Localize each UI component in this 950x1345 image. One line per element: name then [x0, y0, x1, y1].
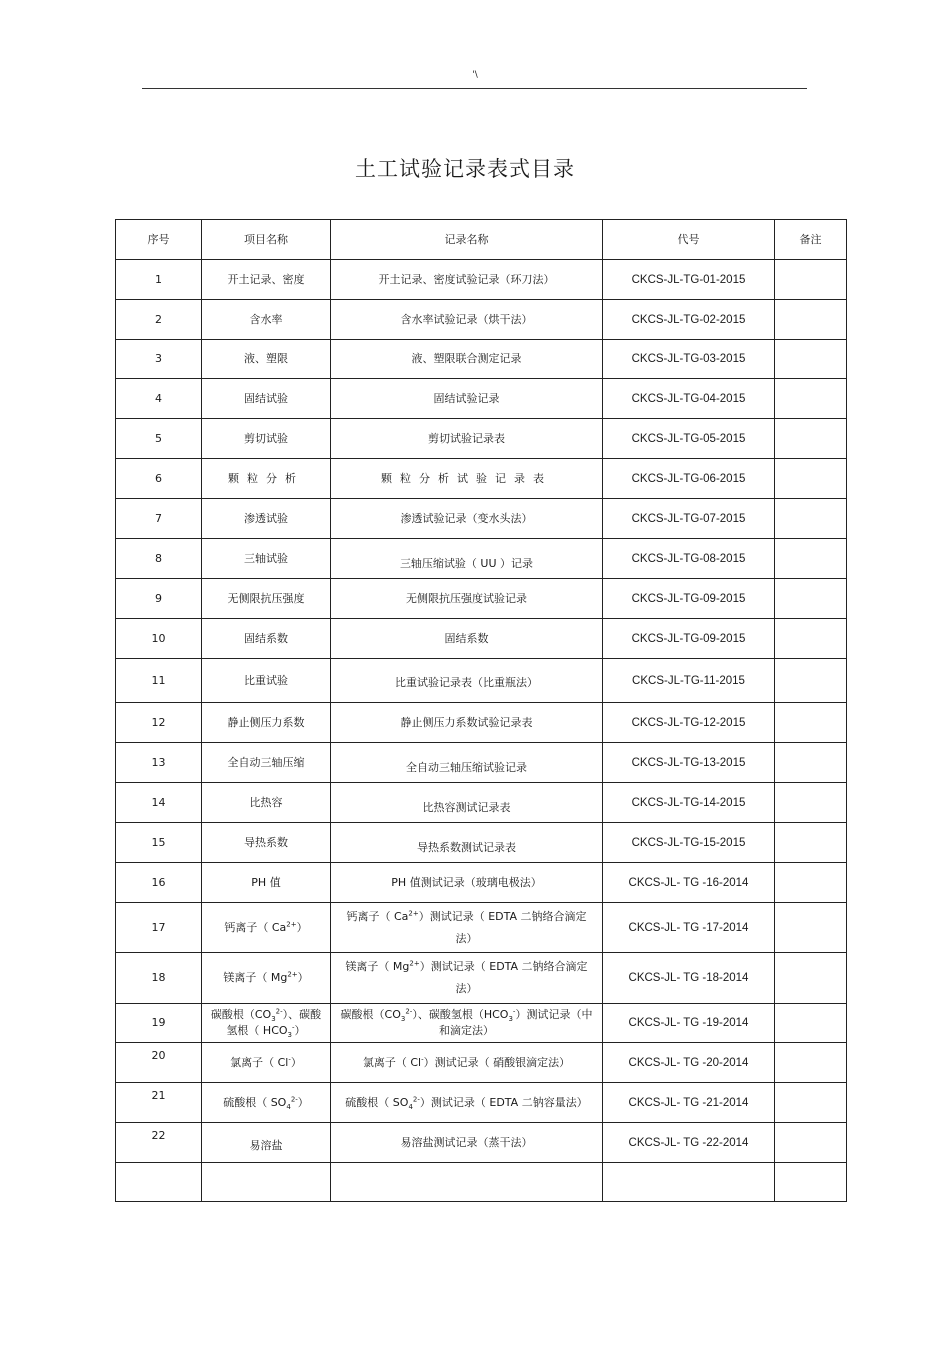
record-superscript: 2-: [412, 1094, 420, 1103]
cell-item: PH 值: [202, 863, 331, 903]
record-text-line2: 法）: [455, 931, 478, 945]
cell-item: 易溶盐: [202, 1123, 331, 1163]
table-row: [116, 459, 847, 499]
cell-no: 17: [116, 903, 202, 953]
item-text: 镁离子（ Mg: [223, 971, 288, 984]
cell-no: 4: [116, 379, 202, 419]
record-text: 硫酸根（ SO: [345, 1095, 409, 1109]
cell-item: [202, 1004, 331, 1043]
table-row: [116, 340, 847, 379]
item-superscript: 2+: [287, 970, 298, 979]
cell-record: 比重试验记录表（比重瓶法）: [331, 659, 603, 703]
cell-code: CKCS-JL- TG -18-2014: [603, 953, 775, 1004]
cell-record: [331, 1083, 603, 1123]
cell-code: CKCS-JL- TG -17-2014: [603, 903, 775, 953]
cell-code: CKCS-JL- TG -22-2014: [603, 1123, 775, 1163]
cell-no: 12: [116, 703, 202, 743]
record-superscript: 2+: [409, 959, 420, 968]
cell-no: [116, 1163, 202, 1202]
table-row-empty: [116, 1163, 847, 1202]
table-row: [116, 579, 847, 619]
cell-no: 7: [116, 499, 202, 539]
cell-record: 固结系数: [331, 619, 603, 659]
cell-item: [202, 1163, 331, 1202]
cell-no: 3: [116, 340, 202, 379]
item-text: ）: [297, 971, 309, 984]
table-row: [116, 1123, 847, 1163]
cell-record: 比热容测试记录表: [331, 783, 603, 823]
cell-remark: [775, 1123, 847, 1163]
table-row: [116, 823, 847, 863]
cell-item: 全自动三轴压缩: [202, 743, 331, 783]
cell-no: 14: [116, 783, 202, 823]
table-row: [116, 1083, 847, 1123]
record-text-line2: 法）: [455, 982, 478, 995]
cell-item: 三轴试验: [202, 539, 331, 579]
cell-code: CKCS-JL- TG -21-2014: [603, 1083, 775, 1123]
record-text: ）测试记录（ EDTA 二钠容量法）: [419, 1095, 588, 1109]
header-code: 代号: [603, 220, 775, 260]
cell-remark: [775, 863, 847, 903]
cell-item: 含水率: [202, 300, 331, 340]
record-text: 氯离子（ Cl: [362, 1055, 422, 1069]
record-text: ）测试记录（中: [515, 1008, 593, 1021]
cell-remark: [775, 1163, 847, 1202]
cell-no: 9: [116, 579, 202, 619]
item-superscript: -: [292, 1023, 295, 1032]
cell-remark: [775, 1083, 847, 1123]
cell-remark: [775, 300, 847, 340]
cell-record: 固结试验记录: [331, 379, 603, 419]
cell-code: CKCS-JL-TG-07-2015: [603, 499, 775, 539]
cell-record: 开土记录、密度试验记录（环刀法）: [331, 260, 603, 300]
cell-remark: [775, 459, 847, 499]
cell-remark: [775, 783, 847, 823]
cell-item: [202, 903, 331, 953]
table-row: [116, 1004, 847, 1043]
cell-remark: [775, 419, 847, 459]
cell-code: CKCS-JL-TG-04-2015: [603, 379, 775, 419]
cell-no: 10: [116, 619, 202, 659]
page-header-mark: '\: [472, 70, 478, 80]
record-subscript: 3: [400, 1015, 406, 1024]
cell-item: 固结系数: [202, 619, 331, 659]
item-subscript: 3: [287, 1031, 293, 1040]
cell-code: CKCS-JL-TG-15-2015: [603, 823, 775, 863]
table-row: [116, 703, 847, 743]
cell-code: CKCS-JL-TG-14-2015: [603, 783, 775, 823]
item-text: ）、碳酸: [282, 1008, 322, 1021]
cell-no: 21: [116, 1083, 202, 1123]
table-row: [116, 903, 847, 953]
table-row: [116, 419, 847, 459]
cell-no: 5: [116, 419, 202, 459]
cell-remark: [775, 1043, 847, 1083]
cell-no: 18: [116, 953, 202, 1004]
cell-record: 颗粒分析试验记录表: [331, 459, 603, 499]
header-no: 序号: [116, 220, 202, 260]
cell-code: CKCS-JL-TG-06-2015: [603, 459, 775, 499]
cell-no: 11: [116, 659, 202, 703]
table-row: [116, 260, 847, 300]
cell-no: 6: [116, 459, 202, 499]
item-subscript: 4: [286, 1102, 291, 1111]
cell-record: [331, 1004, 603, 1043]
cell-code: CKCS-JL- TG -20-2014: [603, 1043, 775, 1083]
record-text: 镁离子（ Mg: [345, 960, 410, 973]
cell-no: 20: [116, 1043, 202, 1083]
cell-code: CKCS-JL- TG -16-2014: [603, 863, 775, 903]
table-row: [116, 619, 847, 659]
cell-record: 含水率试验记录（烘干法）: [331, 300, 603, 340]
cell-no: 15: [116, 823, 202, 863]
cell-remark: [775, 379, 847, 419]
item-text: 氢根（ HCO: [226, 1024, 288, 1037]
item-superscript: -: [288, 1054, 291, 1063]
cell-code: CKCS-JL-TG-03-2015: [603, 340, 775, 379]
cell-record: [331, 953, 603, 1004]
cell-item: 比热容: [202, 783, 331, 823]
item-text: ）: [294, 1024, 306, 1037]
table-row: [116, 783, 847, 823]
cell-item: 开土记录、密度: [202, 260, 331, 300]
item-text: 钙离子（ Ca: [224, 920, 287, 934]
record-text: ）测试记录（ 硝酸银滴定法）: [423, 1055, 571, 1069]
cell-remark: [775, 743, 847, 783]
table-row: [116, 1043, 847, 1083]
record-text: ）测试记录（ EDTA 二钠络合滴定: [418, 909, 587, 923]
cell-item: 导热系数: [202, 823, 331, 863]
header-item: 项目名称: [202, 220, 331, 260]
cell-code: CKCS-JL-TG-12-2015: [603, 703, 775, 743]
cell-no: 22: [116, 1123, 202, 1163]
cell-item: 静止侧压力系数: [202, 703, 331, 743]
header-remark: 备注: [775, 220, 847, 260]
cell-record: 导热系数测试记录表: [331, 823, 603, 863]
cell-record: 剪切试验记录表: [331, 419, 603, 459]
cell-remark: [775, 539, 847, 579]
cell-record: 三轴压缩试验（ UU ）记录: [331, 539, 603, 579]
record-text: 钙离子（ Ca: [346, 909, 409, 923]
cell-code: [603, 1163, 775, 1202]
table-row: [116, 659, 847, 703]
cell-code: CKCS-JL-TG-08-2015: [603, 539, 775, 579]
cell-record: PH 值测试记录（玻璃电极法）: [331, 863, 603, 903]
cell-remark: [775, 260, 847, 300]
record-text: 碳酸根（CO: [340, 1008, 401, 1021]
record-superscript: 2+: [408, 908, 419, 917]
item-text: ）: [297, 1095, 309, 1109]
cell-item: 颗粒分析: [202, 459, 331, 499]
cell-record: 易溶盐测试记录（蒸干法）: [331, 1123, 603, 1163]
table-row: [116, 743, 847, 783]
item-text: 硫酸根（ SO: [223, 1095, 287, 1109]
record-subscript: 3: [508, 1015, 513, 1024]
record-superscript: -: [512, 1007, 516, 1016]
record-subscript: 4: [408, 1102, 413, 1111]
table-row: [116, 539, 847, 579]
cell-remark: [775, 659, 847, 703]
cell-record: 全自动三轴压缩试验记录: [331, 743, 603, 783]
item-text: 氯离子（ Cl: [230, 1055, 289, 1069]
item-text: 碳酸根（CO: [210, 1008, 272, 1021]
table-row: [116, 953, 847, 1004]
item-superscript: 2-: [275, 1007, 283, 1016]
cell-record: [331, 903, 603, 953]
cell-code: CKCS-JL-TG-05-2015: [603, 419, 775, 459]
cell-code: CKCS-JL-TG-13-2015: [603, 743, 775, 783]
record-text-line2: 和滴定法）: [439, 1024, 494, 1037]
cell-remark: [775, 619, 847, 659]
item-text: ）: [296, 920, 308, 934]
cell-no: 19: [116, 1004, 202, 1043]
record-superscript: 2-: [405, 1007, 413, 1016]
cell-remark: [775, 703, 847, 743]
cell-code: CKCS-JL-TG-01-2015: [603, 260, 775, 300]
cell-item: 无侧限抗压强度: [202, 579, 331, 619]
cell-item: 液、塑限: [202, 340, 331, 379]
table-row: [116, 300, 847, 340]
cell-code: CKCS-JL- TG -19-2014: [603, 1004, 775, 1043]
page-title: 土工试验记录表式目录: [355, 157, 575, 181]
cell-no: 1: [116, 260, 202, 300]
cell-item: 渗透试验: [202, 499, 331, 539]
item-text: ）: [290, 1055, 302, 1069]
cell-record: 液、塑限联合测定记录: [331, 340, 603, 379]
cell-item: 固结试验: [202, 379, 331, 419]
cell-code: CKCS-JL-TG-11-2015: [603, 659, 775, 703]
cell-remark: [775, 340, 847, 379]
record-superscript: -: [421, 1054, 424, 1063]
item-superscript: 2+: [286, 919, 297, 928]
header-rule: [142, 88, 807, 89]
cell-code: CKCS-JL-TG-02-2015: [603, 300, 775, 340]
cell-item: [202, 1083, 331, 1123]
cell-record: [331, 1163, 603, 1202]
cell-no: 13: [116, 743, 202, 783]
cell-no: 16: [116, 863, 202, 903]
cell-item: [202, 1043, 331, 1083]
cell-record: 静止侧压力系数试验记录表: [331, 703, 603, 743]
cell-code: CKCS-JL-TG-09-2015: [603, 579, 775, 619]
table-row: [116, 499, 847, 539]
cell-no: 8: [116, 539, 202, 579]
table-row: [116, 379, 847, 419]
cell-code: CKCS-JL-TG-09-2015: [603, 619, 775, 659]
cell-remark: [775, 1004, 847, 1043]
cell-record: 无侧限抗压强度试验记录: [331, 579, 603, 619]
table-header-row: [116, 220, 847, 260]
cell-no: 2: [116, 300, 202, 340]
cell-remark: [775, 903, 847, 953]
cell-remark: [775, 579, 847, 619]
item-subscript: 3: [271, 1015, 276, 1024]
cell-remark: [775, 499, 847, 539]
cell-remark: [775, 823, 847, 863]
cell-record: 渗透试验记录（变水头法）: [331, 499, 603, 539]
cell-remark: [775, 953, 847, 1004]
cell-item: [202, 953, 331, 1004]
record-text: ）测试记录（ EDTA 二钠络合滴定: [419, 960, 588, 973]
cell-item: 比重试验: [202, 659, 331, 703]
item-superscript: 2-: [290, 1094, 298, 1103]
record-catalog-table: [115, 219, 847, 1202]
header-record: 记录名称: [331, 220, 603, 260]
cell-item: 剪切试验: [202, 419, 331, 459]
cell-record: [331, 1043, 603, 1083]
record-text: ）、碳酸氢根（HCO: [412, 1008, 509, 1021]
table-row: [116, 863, 847, 903]
